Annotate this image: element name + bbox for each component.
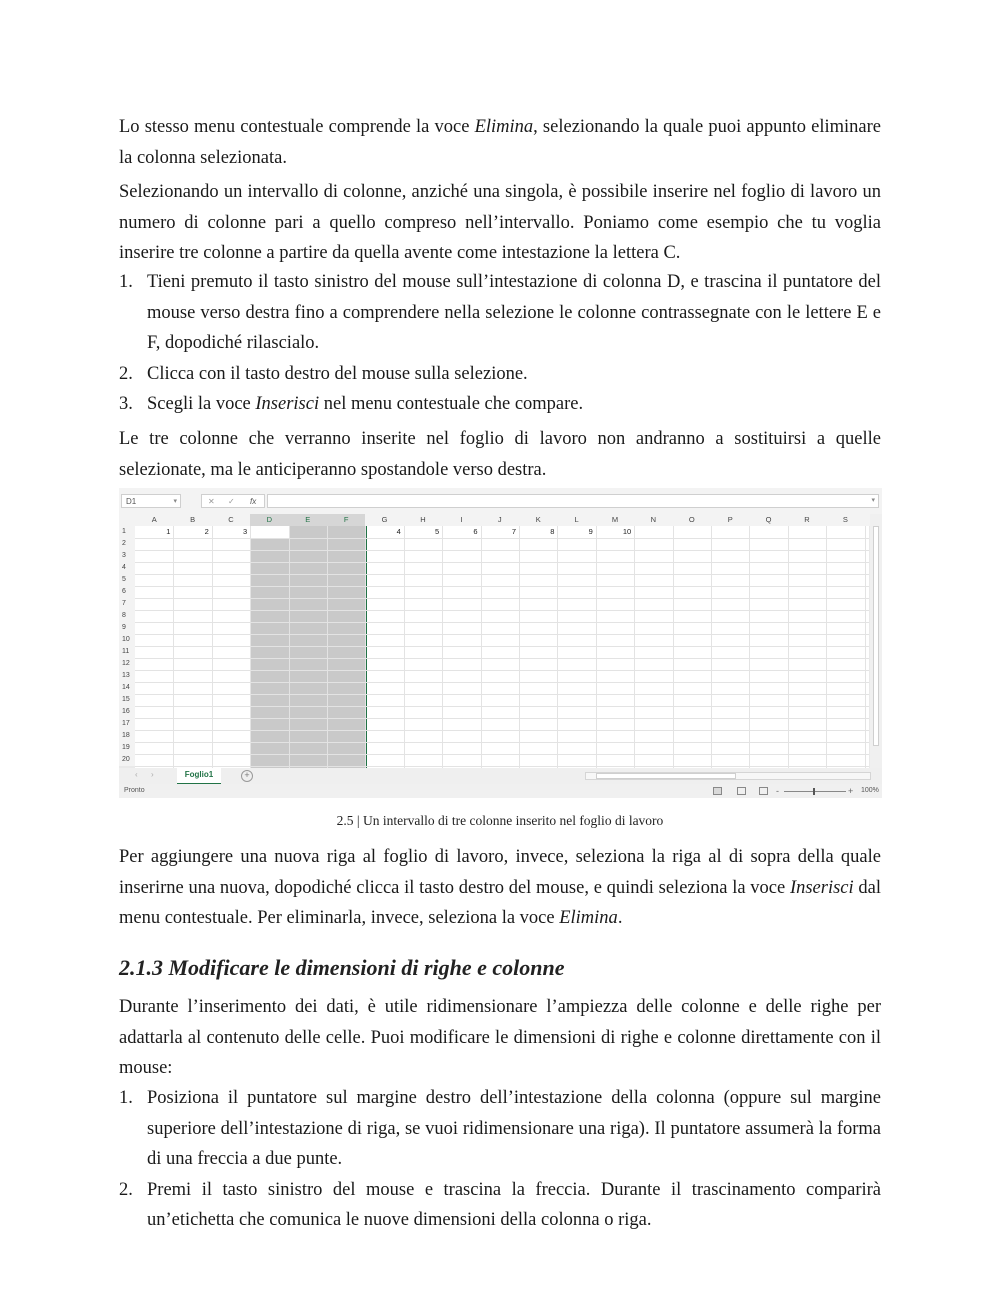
add-sheet-icon[interactable]: + (241, 770, 253, 782)
grid-line (135, 658, 869, 659)
row-header[interactable]: 5 (119, 574, 135, 586)
column-header-b[interactable]: B (190, 515, 196, 524)
section-heading: 2.1.3 Modificare le dimensioni di righe e colonne (119, 955, 565, 980)
page-layout-icon[interactable] (737, 787, 746, 795)
zoom-slider-knob[interactable] (813, 788, 815, 795)
cell-value[interactable]: 5 (435, 527, 440, 536)
grid-line (135, 694, 869, 695)
column-header-r[interactable]: R (804, 515, 810, 524)
row-header[interactable]: 1 (119, 526, 135, 538)
chevron-right-icon[interactable]: › (151, 770, 154, 779)
vertical-scrollbar[interactable] (870, 514, 882, 768)
row-header[interactable]: 14 (119, 682, 135, 694)
status-text: Pronto (124, 787, 145, 794)
paragraph-3: Le tre colonne che verranno inserite nel foglio di lavoro non andranno a sostituirsi a quelle selezionate, ma le anticiperanno spostandole verso destra. (119, 429, 881, 480)
cell-value[interactable]: 7 (511, 527, 516, 536)
column-header-g[interactable]: G (381, 515, 388, 524)
select-all-corner[interactable] (119, 514, 135, 526)
column-header-d[interactable]: D (250, 514, 288, 526)
row-header[interactable]: 19 (119, 742, 135, 754)
grid-line (135, 562, 869, 563)
column-header-p[interactable]: P (727, 515, 733, 524)
paragraph-1: Lo stesso menu contestuale comprende la voce Elimina, selezionando la quale puoi appunto eliminare la colonna selezionata. (119, 117, 881, 168)
cell-value[interactable]: 4 (396, 527, 401, 536)
column-header-f[interactable]: F (327, 514, 365, 526)
scroll-thumb[interactable] (596, 773, 736, 779)
normal-view-icon[interactable] (713, 787, 722, 795)
formula-buttons (201, 494, 265, 508)
paragraph-4: Per aggiungere una nuova riga al foglio di lavoro, invece, seleziona la riga al di sopra della quale inserirne una nuova, dopodiché clicca il tasto destro del mouse, e quindi seleziona la voce Inserisci dal menu contestuale. Per eliminarla, invece, seleziona la voce Elimina. (119, 847, 881, 928)
grid-line (135, 730, 869, 731)
zoom-slider[interactable] (784, 791, 846, 792)
row-header[interactable]: 17 (119, 718, 135, 730)
grid-line (135, 622, 869, 623)
column-header-n[interactable]: N (650, 515, 657, 524)
cell-value[interactable]: 10 (622, 527, 632, 536)
grid-line (135, 598, 869, 599)
scroll-thumb[interactable] (873, 526, 879, 746)
row-header[interactable]: 6 (119, 586, 135, 598)
column-header-q[interactable]: Q (765, 515, 772, 524)
grid-line (135, 586, 869, 587)
grid-line (135, 670, 869, 671)
paragraph-5: Durante l’inserimento dei dati, è utile ridimensionare l’ampiezza delle colonne e delle righe per adattarla al contenuto delle celle. Puoi modificare le dimensioni di righe e colonne direttamente con il mouse: (119, 997, 881, 1078)
spreadsheet-screenshot (119, 488, 882, 798)
grid-line (135, 550, 869, 551)
list-item: 1. Posiziona il puntatore sul margine destro dell’intestazione della colonna (oppure sul margine superiore dell’intestazione di riga, se vuoi ridimensionare una riga). Il puntatore assumerà la forma di una freccia a due punte. (119, 1088, 881, 1169)
list-item: 2. Clicca con il tasto destro del mouse sulla selezione. (119, 363, 528, 384)
row-header[interactable]: 4 (119, 562, 135, 574)
cell-value[interactable]: 3 (243, 527, 248, 536)
page-break-icon[interactable] (759, 787, 768, 795)
zoom-level[interactable]: 100% (861, 787, 879, 794)
row-header[interactable]: 18 (119, 730, 135, 742)
row-header[interactable]: 9 (119, 622, 135, 634)
row-header[interactable]: 8 (119, 610, 135, 622)
cell-value[interactable]: 2 (204, 527, 209, 536)
formula-input[interactable] (267, 494, 879, 508)
row-header[interactable]: 11 (119, 646, 135, 658)
row-header[interactable]: 12 (119, 658, 135, 670)
column-header-s[interactable]: S (842, 515, 848, 524)
column-header-i[interactable]: I (460, 515, 463, 524)
cell-value[interactable]: 6 (473, 527, 478, 536)
column-header-m[interactable]: M (611, 515, 619, 524)
sheet-tab-bar (119, 768, 882, 784)
row-header[interactable]: 2 (119, 538, 135, 550)
row-header[interactable]: 7 (119, 598, 135, 610)
cell-value[interactable]: 8 (550, 527, 555, 536)
grid-line (135, 766, 869, 767)
grid-line (135, 574, 869, 575)
column-header-a[interactable]: A (151, 515, 157, 524)
steps-list-1 (119, 267, 881, 420)
row-header[interactable]: 10 (119, 634, 135, 646)
chevron-left-icon[interactable]: ‹ (135, 770, 138, 779)
row-header[interactable]: 3 (119, 550, 135, 562)
grid-line (135, 682, 869, 683)
grid-line (135, 706, 869, 707)
column-header-h[interactable]: H (420, 515, 426, 524)
row-header[interactable]: 13 (119, 670, 135, 682)
cell-grid[interactable] (135, 526, 869, 768)
paragraph-2: Selezionando un intervallo di colonne, anziché una singola, è possibile inserire nel foglio di lavoro un numero di colonne pari a quello compreso nell’intervallo. Poniamo come esempio che tu voglia inserire tre colonne a partire da quella avente come intestazione la lettera C. (119, 182, 881, 263)
steps-list-2 (119, 1083, 881, 1236)
cell-value[interactable]: 9 (588, 527, 593, 536)
grid-line (135, 742, 869, 743)
grid-line (135, 634, 869, 635)
function-icon[interactable]: fx (250, 497, 257, 506)
zoom-in-icon[interactable]: + (848, 786, 854, 796)
grid-line (135, 754, 869, 755)
row-header[interactable]: 20 (119, 754, 135, 766)
cell-value[interactable]: 1 (166, 527, 171, 536)
chevron-down-icon[interactable]: ▾ (173, 498, 177, 505)
grid-line (135, 538, 869, 539)
list-item: 1. Tieni premuto il tasto sinistro del mouse sull’intestazione di colonna D, e trascina il puntatore del mouse verso destra fino a comprendere nella selezione le colonne contrassegnate con le lettere E e F, dopodiché rilascialo. (119, 272, 881, 353)
active-cell[interactable] (251, 526, 288, 538)
zoom-out-icon[interactable]: - (776, 786, 779, 796)
status-bar (119, 784, 882, 798)
column-headers (119, 514, 882, 526)
name-box[interactable]: D1 ▾ (121, 494, 181, 508)
column-header-k[interactable]: K (535, 515, 541, 524)
list-item: 3. Scegli la voce Inserisci nel menu contestuale che compare. (119, 394, 584, 414)
column-header-o[interactable]: O (688, 515, 695, 524)
figure-caption: 2.5 | Un intervallo di tre colonne inserito nel foglio di lavoro (336, 813, 664, 828)
sheet-tab[interactable]: Foglio1 (177, 768, 221, 785)
column-header-e[interactable]: E (289, 514, 327, 526)
row-header[interactable]: 16 (119, 706, 135, 718)
column-header-c[interactable]: C (228, 515, 234, 524)
formula-bar (119, 488, 882, 514)
chevron-down-icon[interactable]: ▾ (871, 497, 875, 504)
cancel-icon[interactable]: ✕ (208, 497, 215, 506)
list-item: 2. Premi il tasto sinistro del mouse e trascina la freccia. Durante il trascinamento comparirà un’etichetta che comunica le nuove dimensioni della colonna o riga. (119, 1179, 881, 1230)
horizontal-scrollbar[interactable] (585, 772, 871, 780)
check-icon[interactable]: ✓ (228, 497, 235, 506)
grid-line (135, 718, 869, 719)
row-header[interactable]: 15 (119, 694, 135, 706)
column-header-l[interactable]: L (574, 515, 579, 524)
column-header-j[interactable]: J (497, 515, 502, 524)
grid-line (135, 610, 869, 611)
grid-line (135, 646, 869, 647)
